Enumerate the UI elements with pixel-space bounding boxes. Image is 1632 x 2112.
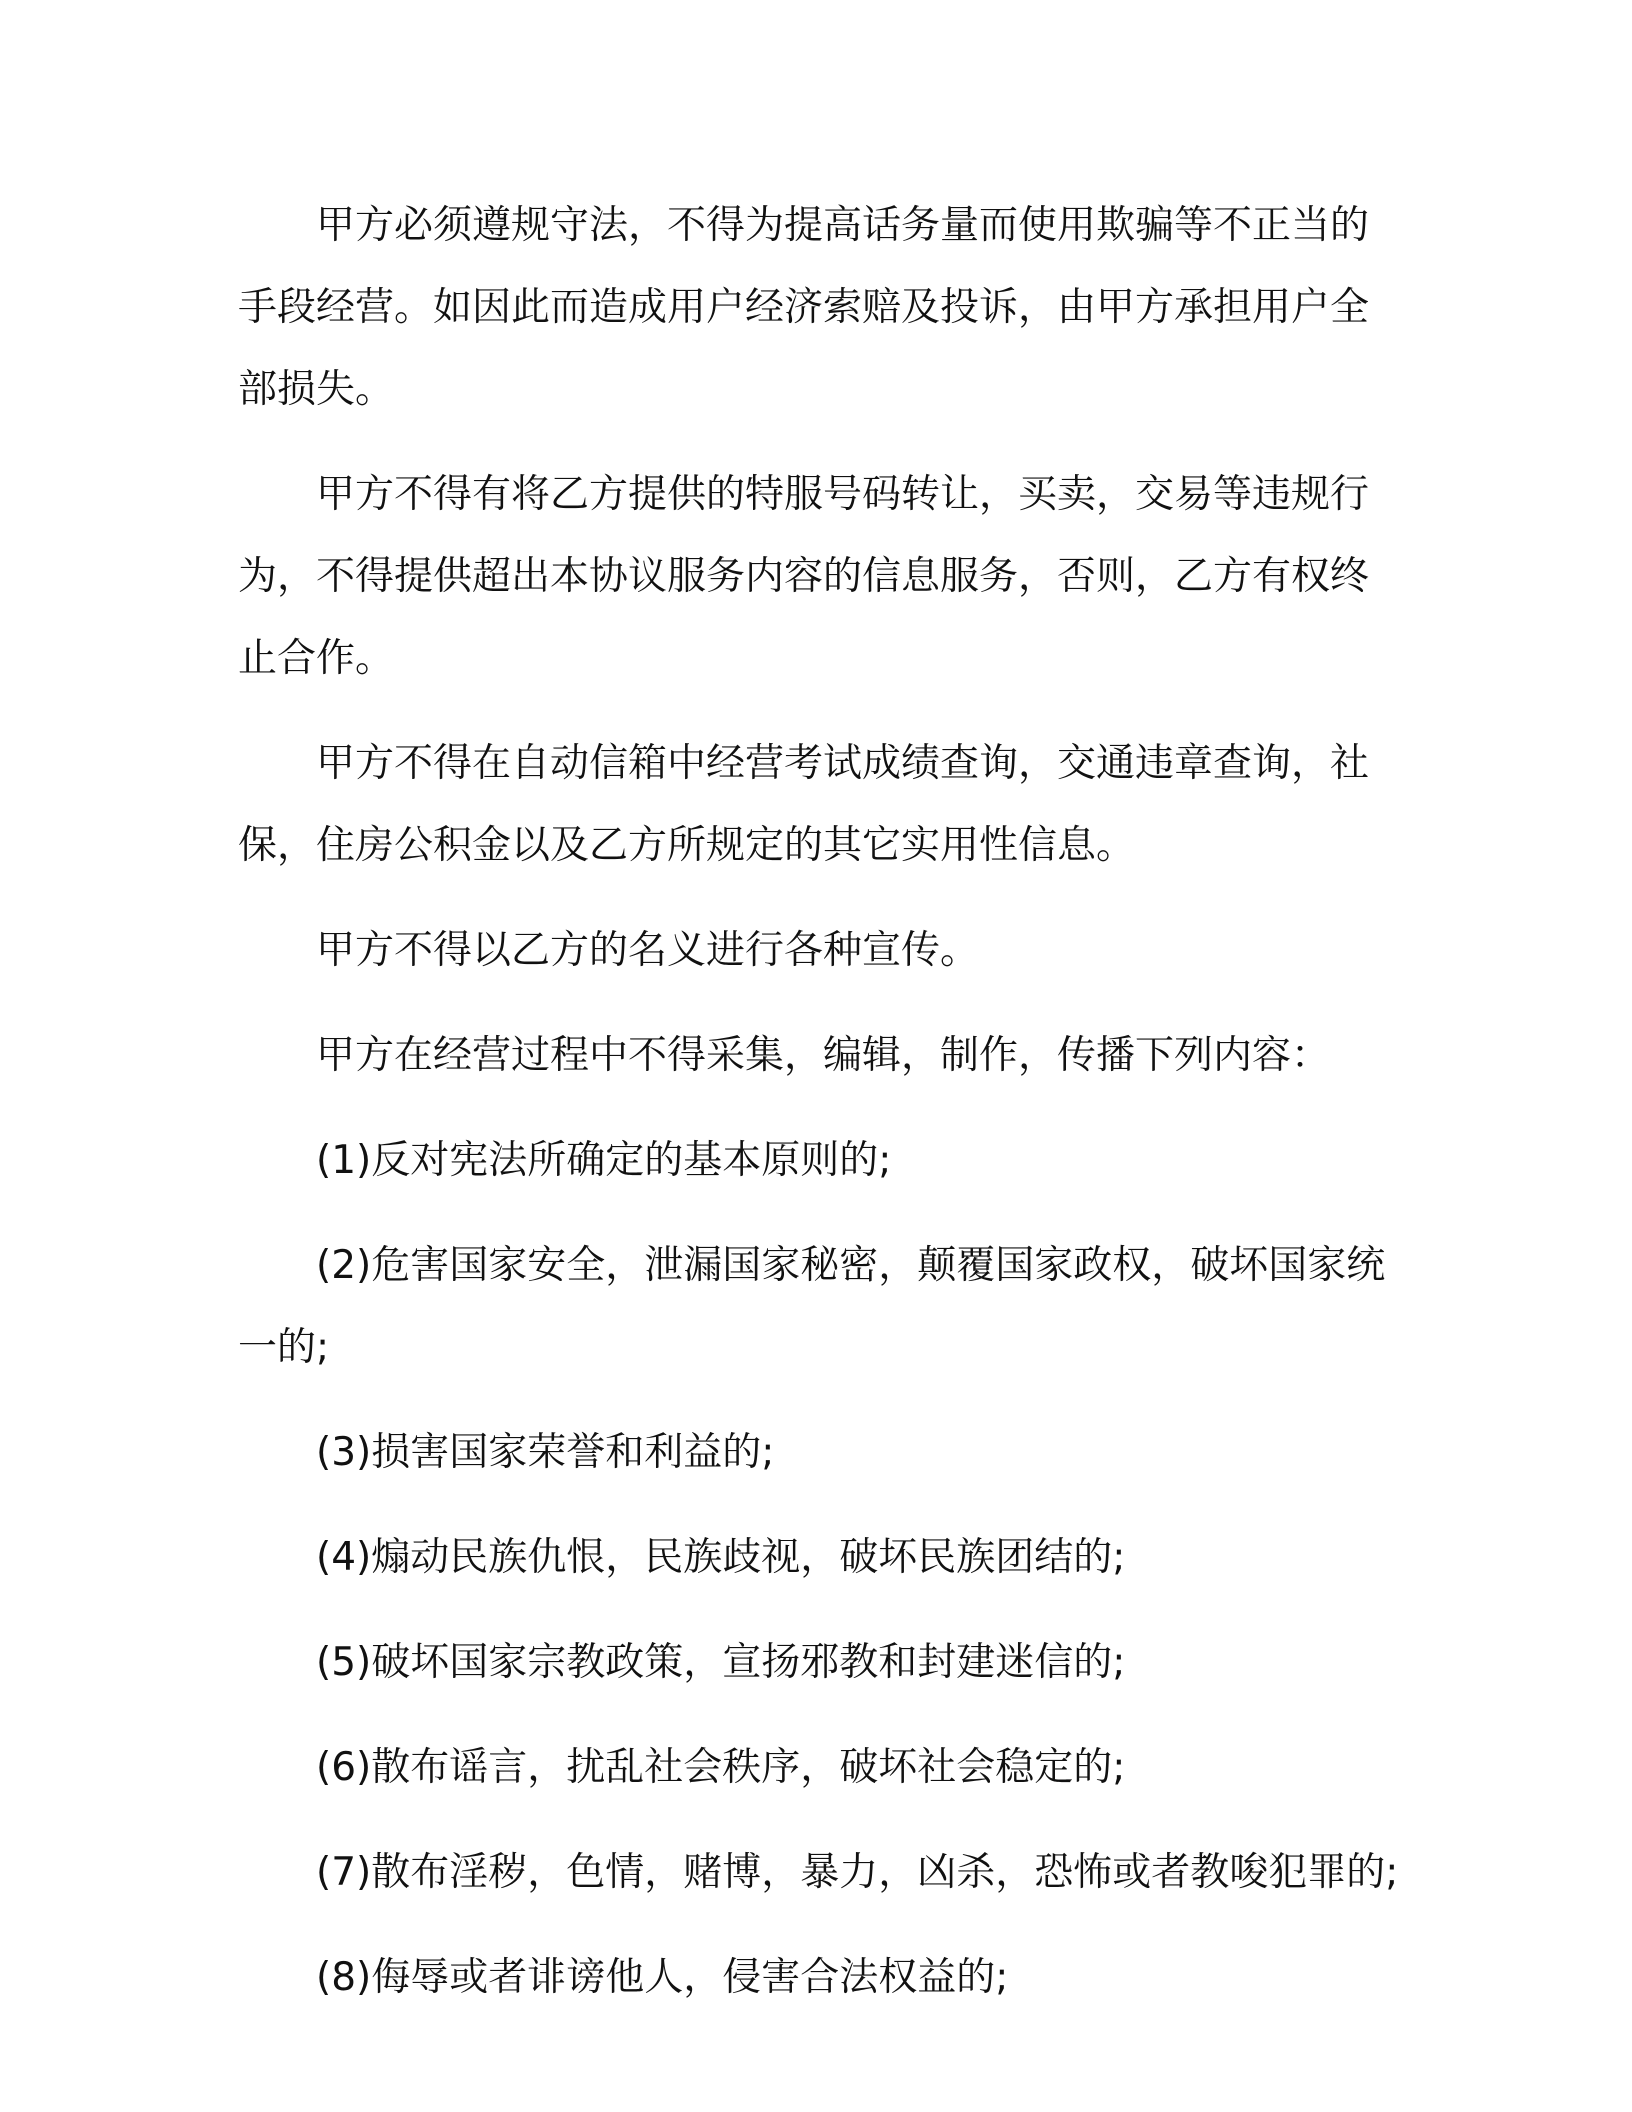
- paragraph-2: 甲方不得有将乙方提供的特服号码转让，买卖，交易等违规行为，不得提供超出本协议服务内容的信息服务，否则，乙方有权终止合作。: [238, 472, 1370, 681]
- list-item-3: (3)损害国家荣誉和利益的;: [316, 1430, 775, 1475]
- list-item-5: (5)破坏国家宗教政策，宣扬邪教和封建迷信的;: [316, 1640, 1126, 1685]
- list-item-4: (4)煽动民族仇恨，民族歧视，破坏民族团结的;: [316, 1535, 1126, 1580]
- list-item-2: (2)危害国家安全，泄漏国家秘密，颠覆国家政权，破坏国家统一的;: [238, 1243, 1386, 1370]
- document-body: [238, 185, 1403, 2042]
- paragraph-5: 甲方在经营过程中不得采集，编辑，制作，传播下列内容：: [316, 1033, 1331, 1078]
- list-item-7: (7)散布淫秽，色情，赌博，暴力，凶杀，恐怖或者教唆犯罪的;: [316, 1850, 1399, 1895]
- list-item-1: (1)反对宪法所确定的基本原则的;: [316, 1138, 892, 1183]
- list-item-8: (8)侮辱或者诽谤他人，侵害合法权益的;: [316, 1955, 1009, 2000]
- list-item-6: (6)散布谣言，扰乱社会秩序，破坏社会稳定的;: [316, 1745, 1126, 1790]
- paragraph-3: 甲方不得在自动信箱中经营考试成绩查询，交通违章查询，社保，住房公积金以及乙方所规定的其它实用性信息。: [238, 741, 1370, 868]
- paragraph-4: 甲方不得以乙方的名义进行各种宣传。: [316, 928, 980, 973]
- paragraph-1: 甲方必须遵规守法，不得为提高话务量而使用欺骗等不正当的手段经营。如因此而造成用户经济索赔及投诉，由甲方承担用户全部损失。: [238, 203, 1370, 412]
